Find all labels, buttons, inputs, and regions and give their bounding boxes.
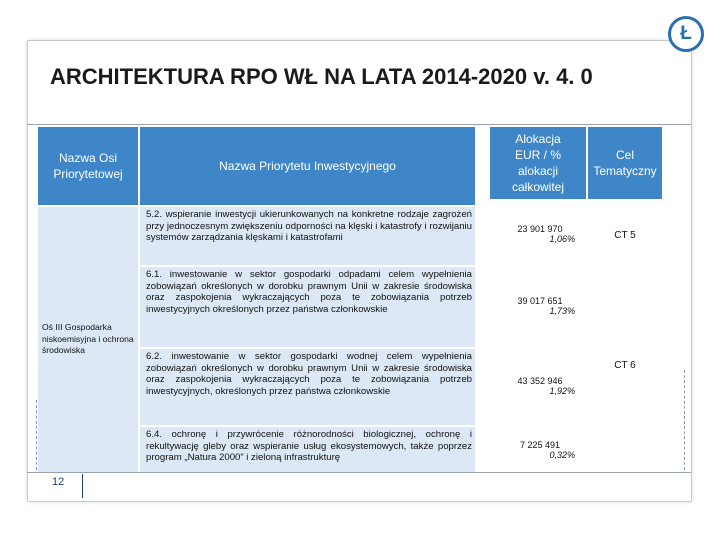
amount-row-2: 39 017 651 bbox=[517, 296, 563, 306]
allocation-row-2 bbox=[495, 296, 585, 326]
allocation-row-4 bbox=[495, 440, 585, 470]
top-divider bbox=[27, 124, 691, 125]
allocation-row-1 bbox=[495, 224, 585, 254]
slide-title: ARCHITEKTURA RPO WŁ NA LATA 2014-2020 v. 4. 0 bbox=[50, 64, 593, 89]
page-number: 12 bbox=[52, 476, 65, 488]
priority-row-2: 6.1. inwestowanie w sektor gospodarki odpadami celem wypełnienia zobowiązań określonych w dorobku prawnym Unii w zakresie środowiska oraz zaspokojenia wykraczających poza te zobowiązania potrzeb inwestycyjnych określonych przez państwa członkowskie bbox=[140, 267, 475, 347]
priority-row-1: 5.2. wspieranie inwestycji ukierunkowanych na konkretne rodzaje zagrożeń przy jednoczesnym zwiększeniu odporności na klęski i katastrofy i rozwijaniu systemów zarządzania klęskami i katastrofami bbox=[140, 207, 475, 265]
right-dotted-line bbox=[684, 370, 686, 470]
percent-row-1: 1,06% bbox=[549, 234, 575, 244]
priority-row-4: 6.4. ochronę i przywrócenie różnorodności biologicznej, ochronę i rekultywację gleby oraz wspieranie usług ekosystemowych, także poprzez program „Natura 2000” i zieloną infrastrukturę bbox=[140, 427, 475, 472]
priority-row-3: 6.2. inwestowanie w sektor gospodarki wodnej celem wypełnienia zobowiązań określonych w dorobku prawnym Unii w zakresie środowiska oraz zaspokojenia wykraczających poza te zobowiązania potrzeb inwestycyjnych, określonych przez państwa członkowskie bbox=[140, 349, 475, 425]
page-number-bar bbox=[82, 474, 83, 498]
header-thematic-goal: Cel Tematyczny bbox=[588, 127, 662, 199]
allocation-row-3 bbox=[495, 376, 585, 406]
percent-row-4: 0,32% bbox=[549, 450, 575, 460]
goal-ct6: CT 6 bbox=[614, 359, 636, 371]
axis-name-cell: Oś III Gospodarka niskoemisyjna i ochrona środowiska bbox=[38, 207, 138, 472]
header-axis-name: Nazwa Osi Priorytetowej bbox=[38, 127, 138, 205]
percent-row-2: 1,73% bbox=[549, 306, 575, 316]
header-allocation: Alokacja EUR / % alokacji całkowitej bbox=[490, 127, 586, 199]
bottom-divider bbox=[27, 472, 691, 473]
amount-row-1: 23 901 970 bbox=[517, 224, 563, 234]
goal-ct5: CT 5 bbox=[614, 229, 636, 241]
header-priority-name: Nazwa Priorytetu Inwestycyjnego bbox=[140, 127, 475, 205]
lodz-logo-icon: Ł bbox=[668, 16, 704, 52]
amount-row-3: 43 352 946 bbox=[517, 376, 563, 386]
amount-row-4: 7 225 491 bbox=[519, 440, 561, 450]
percent-row-3: 1,92% bbox=[549, 386, 575, 396]
